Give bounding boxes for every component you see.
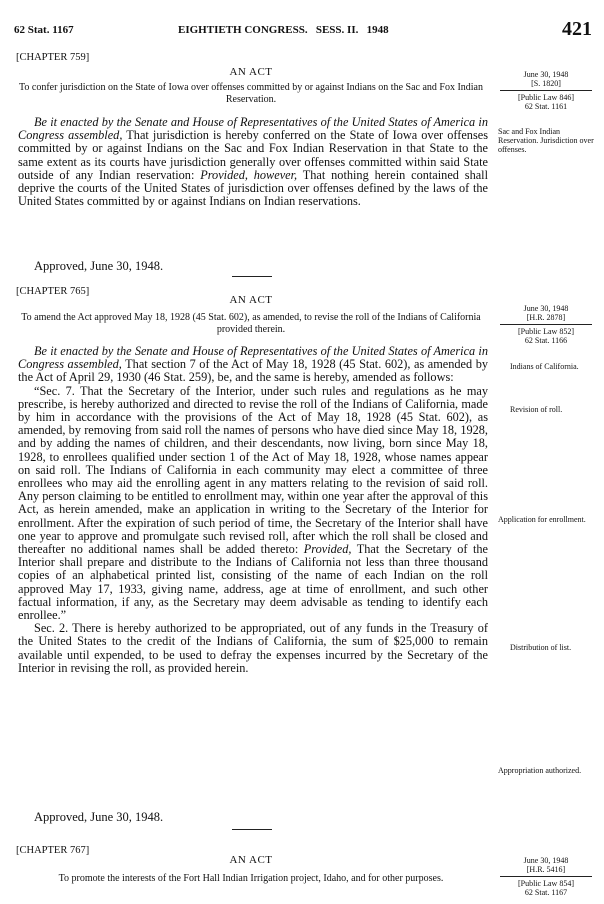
page-number: 421 [562, 18, 592, 40]
chapter-765-body [18, 345, 488, 675]
margin-bill-number: [H.R. 2878] [526, 313, 566, 322]
margin-public-law: [Public Law 852] [518, 327, 574, 336]
margin-note: Sac and Fox Indian Reservation. Jurisdiction over offenses. [498, 127, 594, 154]
margin-stat: 62 Stat. 1166 [524, 336, 568, 345]
margin-note: Revision of roll. [510, 405, 563, 414]
chapter-767-margin-citation [500, 856, 592, 897]
enacting-clause: Be it enacted by the Senate and House of Representatives of the United States of America in Congress assembled, [18, 115, 488, 143]
enacting-clause: Be it enacted by the Senate and House of Representatives of the United States of America in Congress assembled, [18, 344, 488, 372]
section-divider [232, 276, 272, 277]
chapter-759-purpose: To confer jurisdiction on the State of Iowa over offenses committed by or against Indians on the Sac and Fox Indian Reservation. [18, 82, 483, 105]
margin-date: June 30, 1948 [523, 856, 569, 865]
margin-note: Distribution of list. [510, 643, 572, 652]
proviso: Provided, however, [200, 167, 298, 182]
section-2-text: Sec. 2. There is hereby authorized to be appropriated, out of any funds in the Treasury of the United States to the credit of the Indians of California, the sum of $25,000 to remain available until expended, to be used to defray the expenses incurred by the Secretary of the Interior in revising the roll, as provided herein. [18, 621, 488, 675]
margin-divider [500, 876, 592, 877]
margin-note: Application for enrollment. [498, 515, 586, 524]
section-7-text: “Sec. 7. That the Secretary of the Interior, under such rules and regulations as he may prescribe, is hereby authorized and directed to revise the roll of the Indians of California, made by him in accordance with the provisions of the Act of May 18, 1928 (45 Stat. 602), as amended, by removing from said roll the names of persons who have died since May 18, 1928, and by adding the names of children, and their descendants, now living, born since May 18, 1928, to enrollees qualified under section 1 of the Act of May 18, 1928, whose names appear on said roll. The Indians of California in each community may elect a committee of three enrollees who may aid the enrolling agent in any matters relating to the revision of said roll. Any person claiming to be entitled to enrollment may, within one year after the approval of this Act, as herein amended, make an application in writing to the Secretary of the Interior for enrollment. After the expiration of such period of time, the Secretary of the Interior shall have one year to approve and promulgate such revised roll, after which the roll shall be closed and thereafter no additional names shall be added thereto: [18, 383, 488, 557]
margin-bill-number: [S. 1820] [531, 79, 561, 88]
margin-note: Appropriation authorized. [498, 766, 582, 775]
margin-date: June 30, 1948 [523, 304, 569, 313]
proviso: Provided, [303, 542, 352, 557]
chapter-765-act-title: AN ACT [229, 294, 273, 306]
chapter-765-purpose: To amend the Act approved May 18, 1928 (45 Stat. 602), as amended, to revise the roll of the Indians of California provided therein. [21, 312, 481, 335]
body-text: That jurisdiction is hereby conferred on the State of Iowa over offenses committed by or against Indians on the Sac and Fox Indian Reservation in that State to the same extent as its courts have jurisdiction generally over offenses committed within said State outside of any Indian reservation: [18, 128, 488, 182]
chapter-765-approved: Approved, June 30, 1948. [34, 810, 164, 824]
chapter-759-heading: [CHAPTER 759] [16, 52, 90, 63]
margin-bill-number: [H.R. 5416] [526, 865, 566, 874]
body-text: That nothing herein contained shall deprive the courts of the United States of jurisdiction over offenses defined by the laws of the United States committed by or against Indians on Indian reservations. [18, 167, 489, 209]
body-text: That section 7 of the Act of May 18, 1928 (45 Stat. 602), as amended by the Act of April 29, 1930 (46 Stat. 259), be, and the same is hereby, amended as follows: [18, 357, 488, 385]
margin-public-law: [Public Law 846] [518, 93, 574, 102]
stat-citation-header: 62 Stat. 1167 [14, 24, 74, 36]
chapter-759-margin-citation [500, 70, 592, 111]
margin-divider [500, 90, 592, 91]
section-divider [232, 829, 272, 830]
margin-public-law: [Public Law 854] [518, 879, 574, 888]
chapter-767-purpose: To promote the interests of the Fort Hall Indian Irrigation project, Idaho, and for other purposes. [58, 873, 444, 884]
chapter-759-body [18, 116, 488, 208]
chapter-767-act-title: AN ACT [229, 854, 273, 866]
margin-stat: 62 Stat. 1167 [524, 888, 568, 897]
chapter-765-margin-citation [500, 304, 592, 345]
chapter-759-act-title: AN ACT [229, 66, 273, 78]
margin-note: Indians of California. [510, 362, 579, 371]
margin-stat: 62 Stat. 1161 [524, 102, 568, 111]
margin-date: June 30, 1948 [523, 70, 569, 79]
chapter-759-approved: Approved, June 30, 1948. [34, 259, 164, 273]
chapter-765-heading: [CHAPTER 765] [16, 286, 90, 297]
section-7-text: That the Secretary of the Interior shall prepare and distribute to the Indians of California not less than three thousand copies of an alphabetical printed list, consisting of the name of each Indian on the roll approved May 17, 1933, giving name, address, age at time of enrollment, and such other factual information, if any, as the Secretary may deem advisable as tending to identify each enrollee.” [18, 542, 488, 623]
congress-session-header: EIGHTIETH CONGRESS. SESS. II. 1948 [178, 24, 389, 36]
chapter-767-heading: [CHAPTER 767] [16, 845, 90, 856]
margin-divider [500, 324, 592, 325]
